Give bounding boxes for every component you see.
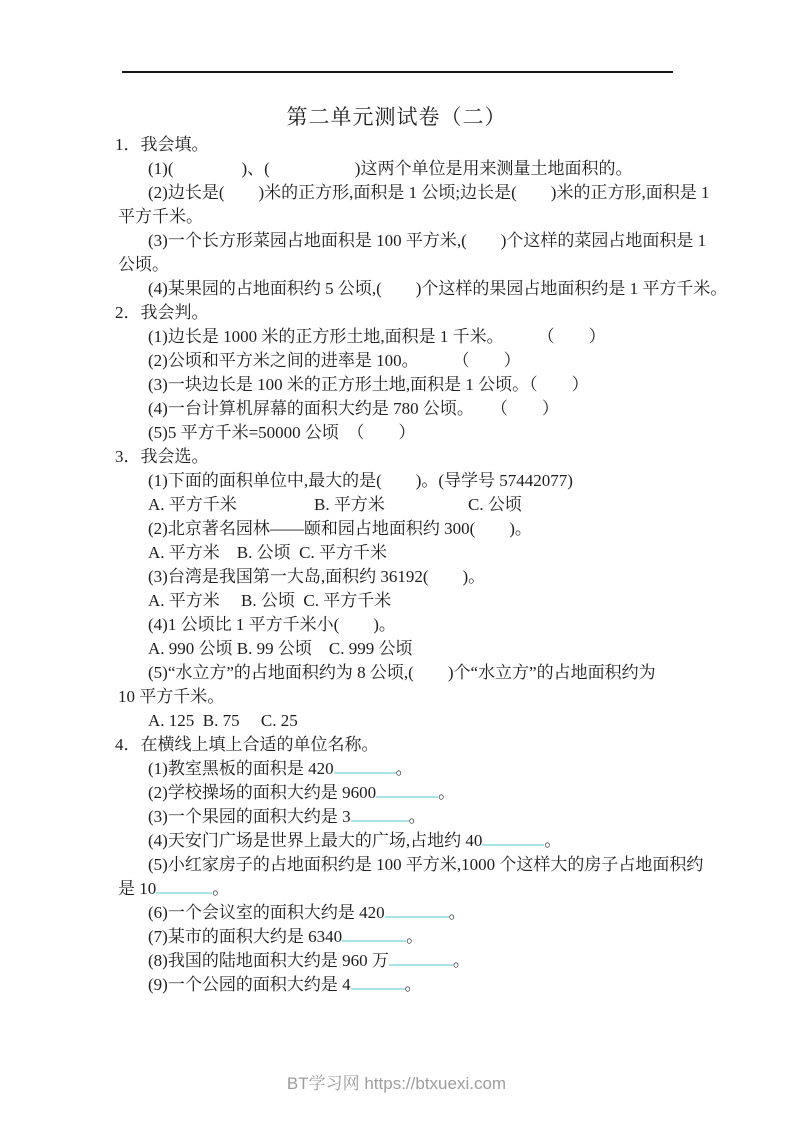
fill-in-blank [334,758,396,774]
text-line [0,325,793,349]
text-run: B. 平方米 [314,495,385,514]
fill-in-blank [482,830,544,846]
text-line [0,253,793,277]
text-run: (9)一个公园的面积大约是 4 [148,975,351,994]
text-line [0,757,793,781]
text-line [0,397,793,421]
text-line [0,517,793,541]
text-line [0,877,793,901]
text-run: A. 990 公顷 B. 99 公顷 C. 999 公顷 [148,639,413,658]
text-run: (2)北京著名园林——颐和园占地面积约 300( )。 [148,519,532,538]
text-run: (1)( )、( )这两个单位是用来测量土地面积的。 [148,159,633,178]
text-run: (5)“水立方”的占地面积约为 8 公顷,( )个“水立方”的占地面积约为 [148,663,656,682]
text-line [0,229,793,253]
fill-in-blank [389,950,453,966]
text-run: (4)某果园的占地面积约 5 公顷,( )个这样的果园占地面积约是 1 平方千米。 [148,279,728,298]
text-line [0,421,793,445]
text-line [0,901,793,925]
text-run: (5)5 平方千米=50000 公顷 （ ） [148,423,416,442]
text-line [0,493,793,517]
text-run: 公顷。 [118,255,169,274]
text-run: (3)一个果园的面积大约是 3 [148,807,351,826]
text-run: A. 平方米 B. 公顷 C. 平方千米 [148,591,392,610]
text-line [0,637,793,661]
text-run: 。 [212,879,230,898]
text-line [0,133,793,157]
text-line [0,781,793,805]
text-run: 1．我会填。 [115,135,209,154]
text-run: 。 [452,951,470,970]
text-run: (6)一个会议室的面积大约是 420 [148,903,385,922]
text-run: (5)小红家房子的占地面积约是 100 平方米,1000 个这样大的房子占地面积约 [148,855,704,874]
text-run: (4)一台计算机屏幕的面积大约是 780 公顷。 （ ） [148,399,559,418]
text-run: 是 10 [118,879,157,898]
text-run: 。 [544,831,562,850]
text-run: A. 平方米 B. 公顷 C. 平方千米 [148,543,387,562]
text-line [0,205,793,229]
text-line [0,301,793,325]
text-run: (4)1 公顷比 1 平方千米小( )。 [148,615,396,634]
text-run: (1)下面的面积单位中,最大的是( )。(导学号 57442077) [148,471,573,490]
fill-in-blank [351,806,409,822]
text-run: (3)台湾是我国第一大岛,面积约 36192( )。 [148,567,486,586]
text-line [0,181,793,205]
fill-in-blank [156,878,212,894]
text-run: 平方千米。 [118,207,203,226]
text-run: 。 [448,903,466,922]
header-rule [122,71,673,73]
text-line [0,829,793,853]
fill-in-blank [342,926,406,942]
text-run: 10 平方千米。 [118,687,225,706]
fill-in-blank [351,974,405,990]
text-line [0,661,793,685]
text-line [0,157,793,181]
text-line [0,277,793,301]
text-line [0,349,793,373]
text-run: C. 公顷 [468,495,522,514]
text-run: 。 [406,927,424,946]
page-title: 第二单元测试卷（二） [286,105,507,129]
text-run: 。 [438,783,456,802]
text-run: (4)天安门广场是世界上最大的广场,占地约 40 [148,831,483,850]
text-run: (3)一个长方形菜园占地面积是 100 平方米,( )个这样的菜园占地面积是 1 [148,231,707,250]
text-run: A. 平方千米 [148,495,237,514]
text-run: (7)某市的面积大约是 6340 [148,927,343,946]
footer-text: BT学习网 https://btxuexi.com [286,1074,507,1093]
text-run: (2)学校操场的面积大约是 9600 [148,783,377,802]
text-line [0,685,793,709]
text-line [0,565,793,589]
text-line [0,709,793,733]
text-run: (1)边长是 1000 米的正方形土地,面积是 1 千米。 （ ） [148,327,606,346]
text-run: 2．我会判。 [115,303,209,322]
fill-in-blank [376,782,438,798]
text-line [0,613,793,637]
text-line [0,805,793,829]
document-body [0,133,793,997]
text-run: 。 [404,975,422,994]
text-line [0,445,793,469]
text-run: 4．在横线上填上合适的单位名称。 [115,735,379,754]
fill-in-blank [385,902,449,918]
text-line [0,589,793,613]
text-line [0,541,793,565]
text-line [0,733,793,757]
text-run: (8)我国的陆地面积大约是 960 万 [148,951,389,970]
text-run: 。 [395,759,413,778]
text-run: 。 [408,807,426,826]
text-line [0,469,793,493]
text-run: (2)公顷和平方米之间的进率是 100。 （ ） [148,351,521,370]
text-line [0,973,793,997]
text-run: (1)教室黑板的面积是 420 [148,759,334,778]
text-line [0,925,793,949]
text-run: A. 125 B. 75 C. 25 [148,711,298,730]
text-line [0,373,793,397]
text-run: (3)一块边长是 100 米的正方形土地,面积是 1 公顷。（ ） [148,375,589,394]
text-run: (2)边长是( )米的正方形,面积是 1 公顷;边长是( )米的正方形,面积是 1 [148,183,710,202]
text-run: 3．我会选。 [115,447,209,466]
text-line [0,949,793,973]
text-line [0,853,793,877]
